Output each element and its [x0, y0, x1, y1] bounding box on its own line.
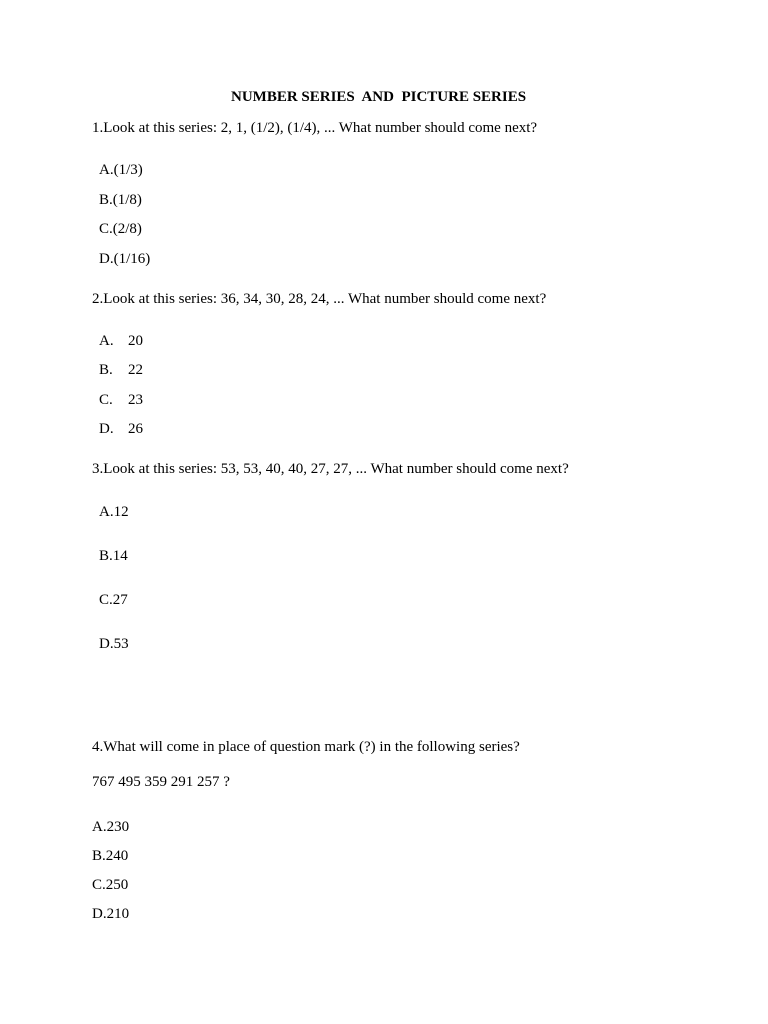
question-2-option-d-letter: D.: [99, 421, 114, 437]
question-1-text: 1.Look at this series: 2, 1, (1/2), (1/4), ... What number should come next?: [92, 120, 538, 136]
question-2-option-d-value: 26: [128, 421, 143, 437]
question-3-text: 3.Look at this series: 53, 53, 40, 40, 27, 27, ... What number should come next?: [92, 461, 569, 477]
question-2-option-b-value: 22: [128, 362, 143, 378]
question-1-option-d: D.(1/16): [99, 251, 151, 267]
question-3-option-d: D.53: [99, 636, 129, 652]
question-4-option-a: A.230: [92, 819, 130, 835]
question-3-option-b: B.14: [99, 548, 128, 564]
question-4-option-c: C.250: [92, 877, 129, 893]
question-4-text: 4.What will come in place of question mark (?) in the following series?: [92, 739, 520, 755]
question-2-option-c-value: 23: [128, 392, 143, 408]
question-1-option-c: C.(2/8): [99, 221, 142, 237]
question-1-option-b: B.(1/8): [99, 192, 142, 208]
question-2-option-a-value: 20: [128, 333, 143, 349]
question-3-option-c: C.27: [99, 592, 128, 608]
question-2-option-a-letter: A.: [99, 333, 114, 349]
question-4-option-d: D.210: [92, 906, 130, 922]
question-2-option-b-letter: B.: [99, 362, 113, 378]
question-2-text: 2.Look at this series: 36, 34, 30, 28, 24, ... What number should come next?: [92, 291, 547, 307]
question-4-option-b: B.240: [92, 848, 129, 864]
question-2-option-c-letter: C.: [99, 392, 113, 408]
question-4-series: 767 495 359 291 257 ?: [92, 774, 230, 790]
question-1-option-a: A.(1/3): [99, 162, 143, 178]
document-title: NUMBER SERIES AND PICTURE SERIES: [231, 89, 527, 105]
question-3-option-a: A.12: [99, 504, 129, 520]
